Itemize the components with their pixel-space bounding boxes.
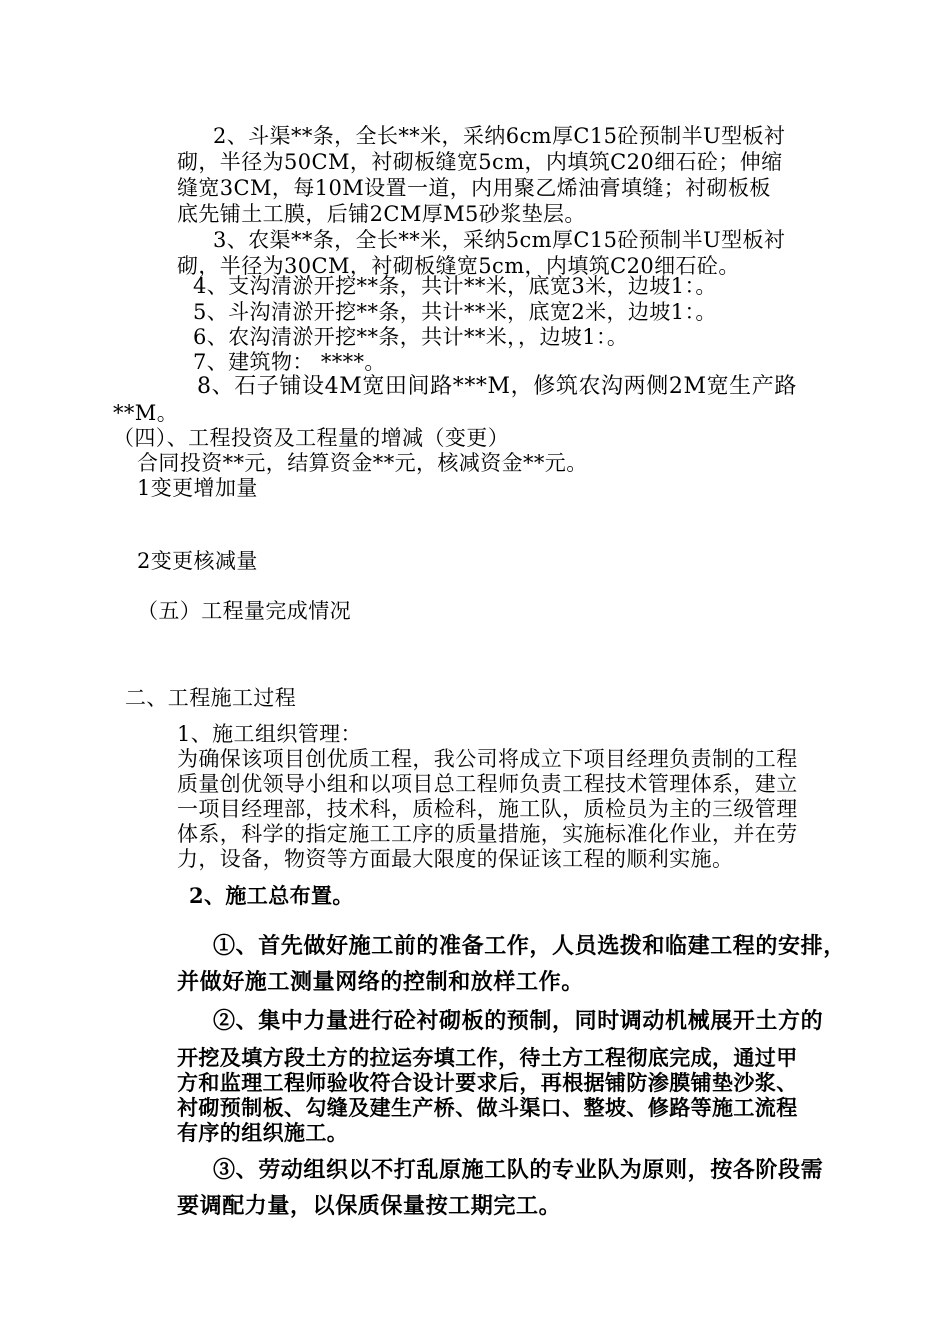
text-line: 合同投资**元，结算资金**元，核减资金**元。: [137, 451, 588, 475]
text-line: 3、农渠**条，全长**米，采纳5cm厚C15砼预制半U型板衬: [213, 228, 786, 252]
text-line: 底先铺土工膜，后铺2CM厚M5砂浆垫层。: [177, 202, 586, 226]
text-line: 一项目经理部，技术科，质检科，施工队，质检员为主的三级管理: [177, 797, 798, 821]
text-line: 有序的组织施工。: [177, 1120, 349, 1145]
text-line: 5、斗沟清淤开挖**条，共计**米，底宽2米，边坡1：。: [193, 300, 717, 324]
text-line: 缝宽3CM，每10M设置一道，内用聚乙烯油膏填缝；衬砌板板: [177, 176, 771, 200]
text-line: 要调配力量，以保质保量按工期完工。: [177, 1193, 562, 1219]
text-line: 1变更增加量: [137, 476, 258, 500]
text-line: **M。: [113, 401, 179, 425]
text-line: 力，设备，物资等方面最大限度的保证该工程的顺利实施。: [177, 847, 734, 871]
text-line: ③、劳动组织以不打乱原施工队的专业队为原则，按各阶段需: [213, 1157, 824, 1183]
text-line: 衬砌预制板、勾缝及建生产桥、做斗渠口、整坡、修路等施工流程: [177, 1095, 798, 1120]
text-line: 体系，科学的指定施工工序的质量措施，实施标准化作业，并在劳: [177, 822, 798, 846]
section-heading-4: （四）、工程投资及工程量的增减（变更）: [113, 426, 510, 450]
subheading: 1、施工组织管理：: [177, 722, 362, 746]
text-line: 8、石子铺设4M宽田间路***M，修筑农沟两侧2M宽生产路: [197, 374, 797, 399]
text-line: ①、首先做好施工前的准备工作，人员选拨和临建工程的安排，: [213, 933, 846, 959]
subheading: 2、施工总布置。: [189, 883, 354, 908]
chapter-heading: 二、工程施工过程: [125, 686, 297, 710]
text-line: 7、建筑物： ****。: [193, 350, 386, 374]
text-line: ②、集中力量进行砼衬砌板的预制，同时调动机械展开土方的: [213, 1008, 824, 1034]
text-line: 4、支沟清淤开挖**条，共计**米，底宽3米，边坡1：。: [193, 274, 717, 298]
text-line: 6、农沟清淤开挖**条，共计**米，，边坡1：。: [193, 325, 629, 349]
text-line: 为确保该项目创优质工程，我公司将成立下项目经理负责制的工程: [177, 747, 798, 771]
text-line: 质量创优领导小组和以项目总工程师负责工程技术管理体系，建立: [177, 772, 798, 796]
text-line: 开挖及填方段土方的拉运夯填工作，待土方工程彻底完成，通过甲: [177, 1045, 798, 1070]
text-line: 2变更核减量: [137, 549, 258, 573]
text-line: 砌，半径为50CM，衬砌板缝宽5cm，内填筑C20细石砼；伸缩: [177, 150, 783, 174]
section-heading-5: （五）工程量完成情况: [137, 599, 351, 623]
text-line: 方和监理工程师验收符合设计要求后，再根据铺防渗膜铺垫沙浆、: [177, 1070, 798, 1095]
text-line: 2、斗渠**条，全长**米，采纳6cm厚C15砼预制半U型板衬: [213, 124, 786, 148]
text-line: 并做好施工测量网络的控制和放样工作。: [177, 969, 584, 995]
text-line: 砌，半径为30CM，衬砌板缝宽5cm，内填筑C20细石砼。: [177, 254, 740, 278]
